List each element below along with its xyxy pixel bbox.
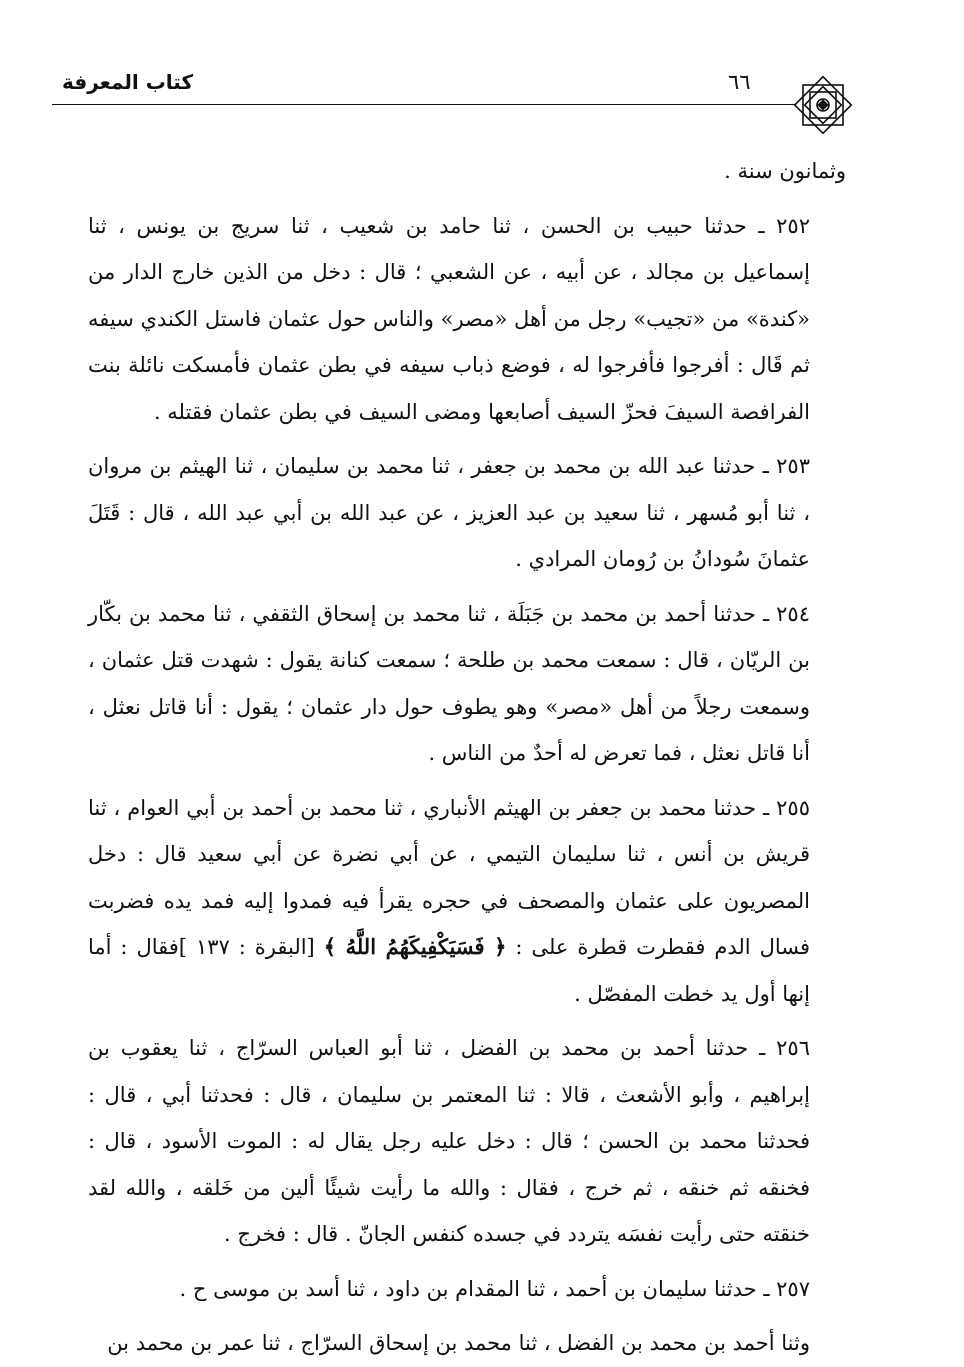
hadith-255-reference: [البقرة : ١٣٧ ]فقال : أما إنها أول يد خطت المفصّل . (88, 935, 810, 1006)
hadith-254: ٢٥٤ ـ حدثنا أحمد بن محمد بن جَبَلَة ، ثنا محمد بن إسحاق الثقفي ، ثنا محمد بن بكّار بن الريّان ، قال : سمعت محمد بن طلحة ؛ سمعت كنانة يقول : شهدت قتل عثمان ، وسمعت رجلاً من أهل «مصر» وهو يطوف حول دار عثمان ؛ يقول : أنا قاتل نعثل ، أنا قاتل نعثل ، فما تعرض له أحدٌ من الناس . (88, 601, 810, 765)
page-header (0, 0, 964, 130)
quran-verse: ﴿ فَسَيَكْفِيكَهُمُ اللَّهُ ﴾ (323, 934, 507, 959)
book-title: كتاب المعرفة (62, 70, 194, 94)
paragraph-continuation: وثمانون سنة . (724, 159, 846, 183)
page-number: ٦٦ (728, 70, 751, 94)
hadith-252: ٢٥٢ ـ حدثنا حبيب بن الحسن ، ثنا حامد بن شعيب ، ثنا سريج بن يونس ، ثنا إسماعيل بن مجالد ، عن أبيه ، عن الشعبي ؛ قال : دخل من الذين خارج الدار من «كندة» من «تجيب» رجل من أهل «مصر» والناس حول عثمان فاستل الكندي سيفه ثم قَال : أفرجوا فأفرجوا له ، فوضع ذباب سيفه في بطن عثمان فأمسكت نائلة بنت الفرافصة السيفَ فحزّ السيف أصابعها ومضى السيف في بطن عثمان فقتله . (88, 213, 810, 424)
header-rule (52, 104, 796, 105)
hadith-253: ٢٥٣ ـ حدثنا عبد الله بن محمد بن جعفر ، ثنا محمد بن سليمان ، ثنا الهيثم بن مروان ، ثنا أبو مُسهر ، ثنا سعيد بن عبد العزيز ، عن عبد الله بن أبي عبد الله ، قال : قَتَلَ عثمانَ سُودانُ بن رُومان المرادي . (88, 454, 810, 571)
hadith-257-continuation: وثنا أحمد بن محمد بن الفضل ، ثنا محمد بن إسحاق السرّاج ، ثنا عمر بن محمد بن (107, 1331, 810, 1355)
hadith-257: ٢٥٧ ـ حدثنا سليمان بن أحمد ، ثنا المقدام بن داود ، ثنا أسد بن موسى ح . (179, 1276, 810, 1301)
star-ornament-icon (790, 72, 856, 138)
hadith-255-text: ٢٥٥ ـ حدثنا محمد بن جعفر بن الهيثم الأنباري ، ثنا محمد بن أحمد بن أبي العوام ، ثنا قريش بن أنس ، ثنا سليمان التيمي ، عن أبي نضرة عن أبي سعيد قال : دخل المصريون على عثمان والمصحف في حجره يقرأ فيه فمدوا إليه فمد يده فضربت فسال الدم فقطرت قطرة على : (88, 795, 811, 959)
hadith-255 (88, 785, 846, 1018)
hadith-256: ٢٥٦ ـ حدثنا أحمد بن محمد بن الفضل ، ثنا أبو العباس السرّاج ، ثنا يعقوب بن إبراهيم ، وأبو الأشعث ، قالا : ثنا المعتمر بن سليمان ، قال : فحدثنا أبي ، قال : فحدثنا محمد بن الحسن ؛ قال : دخل عليه رجل يقال له : الموت الأسود ، قال : فخنقه ثم خنقه ، ثم خرج ، فقال : والله ما رأيت شيئًا ألين من خَلقه ، والله لقد خنقته حتى رأيت نفسَه يتردد في جسده كنفس الجانّ . قال : فخرج . (88, 1036, 810, 1246)
page-body (88, 148, 846, 1367)
